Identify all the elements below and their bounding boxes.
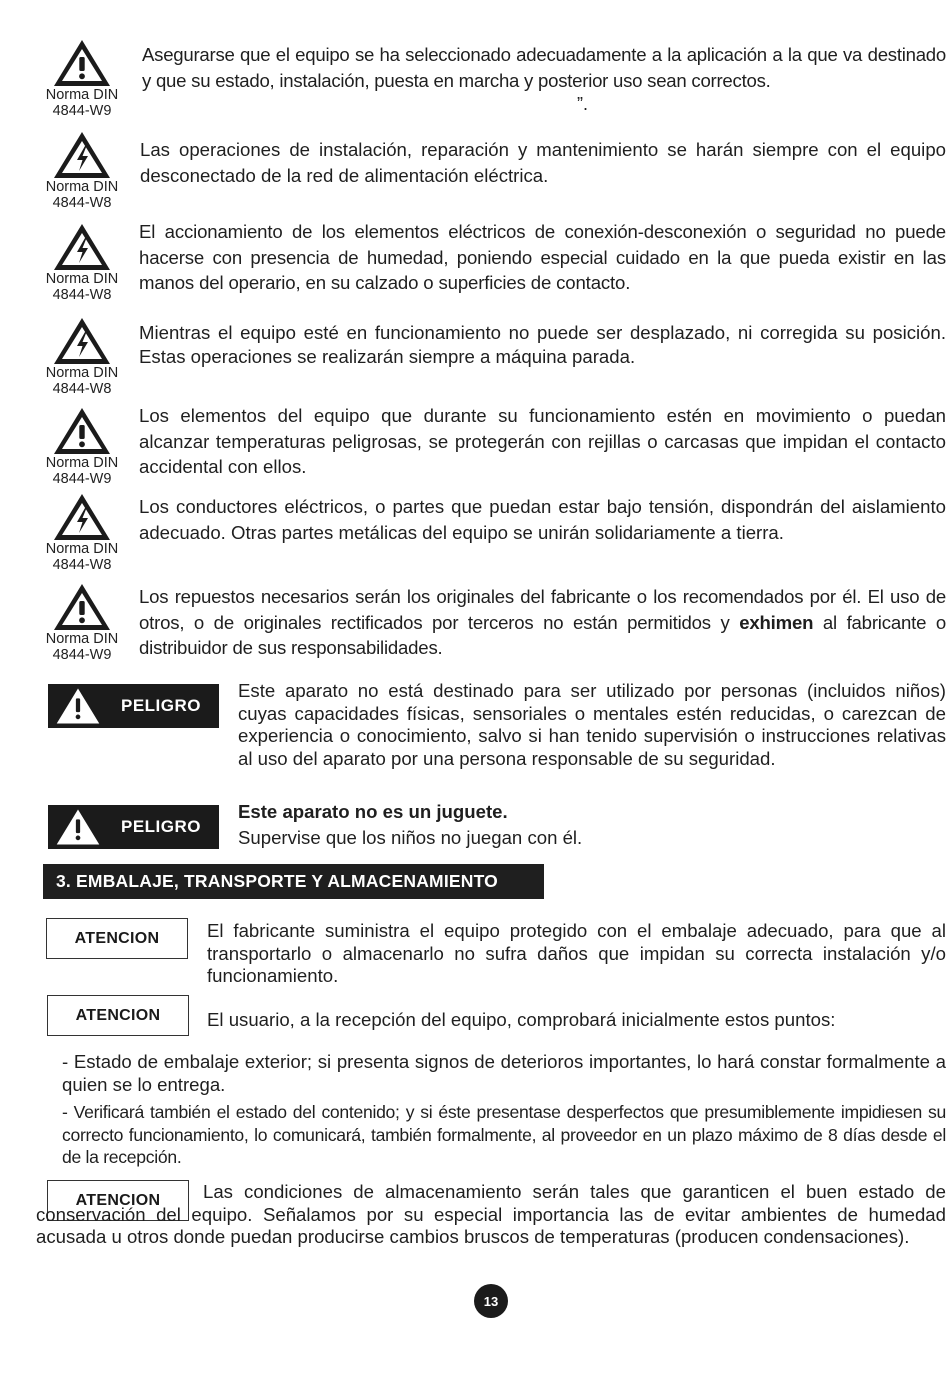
peligro-badge (48, 684, 219, 728)
peligro-badge (48, 805, 219, 849)
norma-code: 4844-W8 (52, 380, 112, 397)
exclamation-warning-icon (52, 582, 112, 632)
exclamation-warning-icon (52, 406, 112, 456)
norma-label: Norma DIN (45, 541, 119, 557)
warning-text-part: Los repuestos necesarios serán los originales del fabricante o los recomendados por él. El uso de otros, o de originales rectificados por terceros no están permitidos y (139, 586, 946, 633)
warning-text: Los conductores eléctricos, o partes que puedan estar bajo tensión, dispondrán del aislamiento adecuado. Otras partes metálicas del equipo se unirán solidariamente a tierra. (139, 496, 946, 543)
checklist-item: - Verificará también el estado del contenido; y si éste presentase desperfectos que presumiblemente impidiesen su correcto funcionamiento, lo comunicará, también formalmente, al proveedor en un plazo máximo de 8 días desde el de la recepción. (62, 1102, 946, 1167)
atencion-badge: ATENCION (46, 918, 188, 959)
norma-code: 4844-W9 (52, 102, 112, 119)
norma-label: Norma DIN (45, 87, 119, 103)
norma-label: Norma DIN (45, 455, 119, 471)
electric-shock-warning-icon (52, 222, 112, 272)
warning-text-bold: exhimen (739, 611, 814, 633)
checklist-item: - Estado de embalaje exterior; si presenta signos de deterioros importantes, lo hará constar formalmente a quien se lo entrega. (62, 1051, 946, 1095)
electric-shock-warning-icon (52, 492, 112, 542)
warning-text-part: al fabricante o distribuidor de sus responsabilidades. (139, 611, 946, 658)
section-header: 3. EMBALAJE, TRANSPORTE Y ALMACENAMIENTO (43, 864, 544, 899)
atencion-text: Las condiciones de almacenamiento serán tales que garanticen el buen estado de conservación del equipo. Señalamos por su especial importancia las de evitar ambientes de humedad acusada u otros donde puedan producirse cambios bruscos de temperaturas (producen condensaciones). (36, 1181, 946, 1247)
atencion-text: El fabricante suministra el equipo protegido con el embalaje adecuado, para que al transportarlo o almacenarlo no sufra daños que impidan su correcta instalación y/o funcionamiento. (207, 920, 946, 986)
warning-icon-group (40, 222, 124, 303)
peligro-label: PELIGRO (121, 696, 202, 715)
warning-text: Asegurarse que el equipo se ha seleccionado adecuadamente a la aplicación a la que va destinado y que su estado, instalación, puesta en marcha y posterior uso sean correctos. (142, 44, 946, 91)
electric-shock-warning-icon (52, 316, 112, 366)
norma-code: 4844-W8 (52, 194, 112, 211)
warning-text: Las operaciones de instalación, reparación y mantenimiento se harán siempre con el equipo desconectado de la red de alimentación eléctrica. (140, 139, 946, 186)
atencion-badge: ATENCION (47, 1180, 189, 1221)
warning-text: Mientras el equipo esté en funcionamiento no puede ser desplazado, ni corregida su posición. Estas operaciones se realizarán siempre a máquina parada. (139, 322, 946, 367)
warning-text: El accionamiento de los elementos eléctricos de conexión-desconexión o seguridad no puede hacerse con presencia de humedad, poniendo especial cuidado en la que pueda existir en las manos del operario, en su calzado o superficies de contacto. (139, 221, 946, 293)
warning-icon-group (40, 130, 124, 211)
norma-label: Norma DIN (45, 631, 119, 647)
atencion-badge: ATENCION (47, 995, 189, 1036)
electric-shock-warning-icon (52, 130, 112, 180)
warning-text-tail: ”. (577, 94, 588, 114)
atencion-text: El usuario, a la recepción del equipo, comprobará inicialmente estos puntos: (207, 1009, 836, 1030)
norma-code: 4844-W8 (52, 556, 112, 573)
warning-icon-group (40, 316, 124, 397)
warning-icon-group (40, 406, 124, 487)
norma-code: 4844-W8 (52, 286, 112, 303)
warning-icon-group (40, 38, 124, 119)
peligro-label: PELIGRO (121, 817, 202, 836)
warning-text (139, 584, 946, 661)
warning-icon-group (40, 492, 124, 573)
peligro-text-bold: Este aparato no es un juguete. (238, 801, 508, 822)
page-number: 13 (474, 1284, 508, 1318)
norma-code: 4844-W9 (52, 470, 112, 487)
warning-text: Los elementos del equipo que durante su funcionamiento estén en movimiento o puedan alcanzar temperaturas peligrosas, se protegerán con rejillas o carcasas que impidan el contacto accidental con ellos. (139, 405, 946, 477)
norma-label: Norma DIN (45, 179, 119, 195)
peligro-text: Supervise que los niños no juegan con él. (238, 827, 583, 848)
norma-label: Norma DIN (45, 365, 119, 381)
exclamation-warning-icon (52, 38, 112, 88)
norma-label: Norma DIN (45, 271, 119, 287)
warning-icon-group (40, 582, 124, 663)
danger-exclamation-icon (55, 808, 101, 846)
norma-code: 4844-W9 (52, 646, 112, 663)
peligro-text: Este aparato no está destinado para ser utilizado por personas (incluidos niños) cuyas capacidades físicas, sensoriales o mentales estén reducidas, o carezcan de experiencia o conocimiento, salvo si han tenido supervisión o instrucciones relativas al uso del aparato por una persona responsable de su seguridad. (238, 680, 946, 769)
danger-exclamation-icon (55, 687, 101, 725)
